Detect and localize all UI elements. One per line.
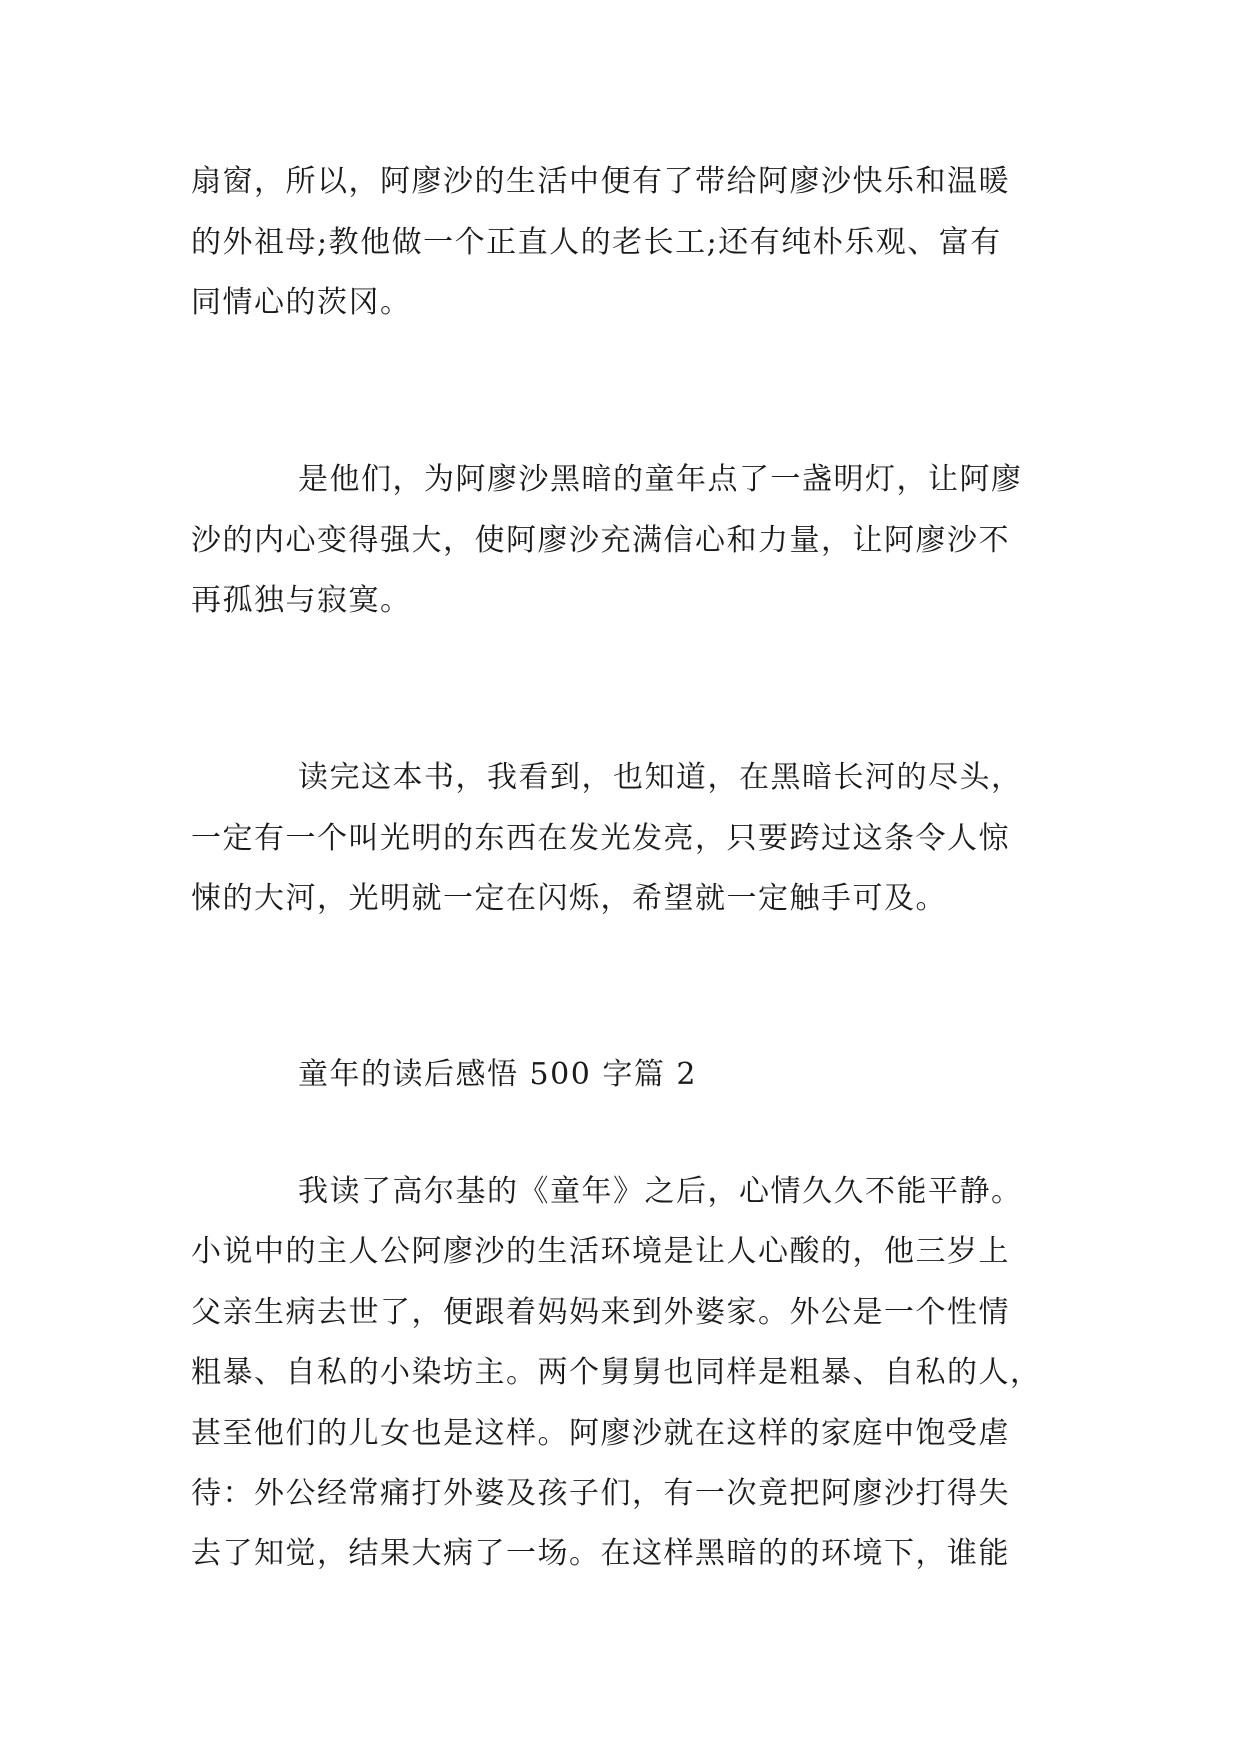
- text-line: 同情心的茨冈。: [191, 285, 412, 320]
- section-heading: 童年的读后感悟 500 字篇 2: [298, 1057, 697, 1092]
- text-line: 一定有一个叫光明的东西在发光发亮，只要跨过这条令人惊: [191, 821, 1010, 856]
- text-line: 待：外公经常痛打外婆及孩子们，有一次竟把阿廖沙打得失: [191, 1476, 1010, 1511]
- text-line: 父亲生病去世了，便跟着妈妈来到外婆家。外公是一个性情: [191, 1295, 1010, 1330]
- text-line: 甚至他们的儿女也是这样。阿廖沙就在这样的家庭中饱受虐: [191, 1416, 1010, 1451]
- text-line: 粗暴、自私的小染坊主。两个舅舅也同样是粗暴、自私的人，: [191, 1355, 1042, 1390]
- text-line: 悚的大河，光明就一定在闪烁，希望就一定触手可及。: [191, 881, 947, 916]
- text-line: 扇窗，所以，阿廖沙的生活中便有了带给阿廖沙快乐和温暖: [191, 164, 1010, 199]
- text-line: 是他们，为阿廖沙黑暗的童年点了一盏明灯，让阿廖: [298, 462, 1023, 497]
- text-line: 的外祖母;教他做一个正直人的老长工;还有纯朴乐观、富有: [191, 225, 1002, 260]
- text-line: 沙的内心变得强大，使阿廖沙充满信心和力量，让阿廖沙不: [191, 523, 1010, 558]
- text-line: 去了知觉，结果大病了一场。在这样黑暗的的环境下，谁能: [191, 1536, 1010, 1571]
- text-line: 再孤独与寂寞。: [191, 583, 412, 618]
- text-line: 读完这本书，我看到，也知道，在黑暗长河的尽头，: [298, 760, 1023, 795]
- text-line: 小说中的主人公阿廖沙的生活环境是让人心酸的，他三岁上: [191, 1234, 1010, 1269]
- text-line: 我读了高尔基的《童年》之后，心情久久不能平静。: [298, 1174, 1023, 1209]
